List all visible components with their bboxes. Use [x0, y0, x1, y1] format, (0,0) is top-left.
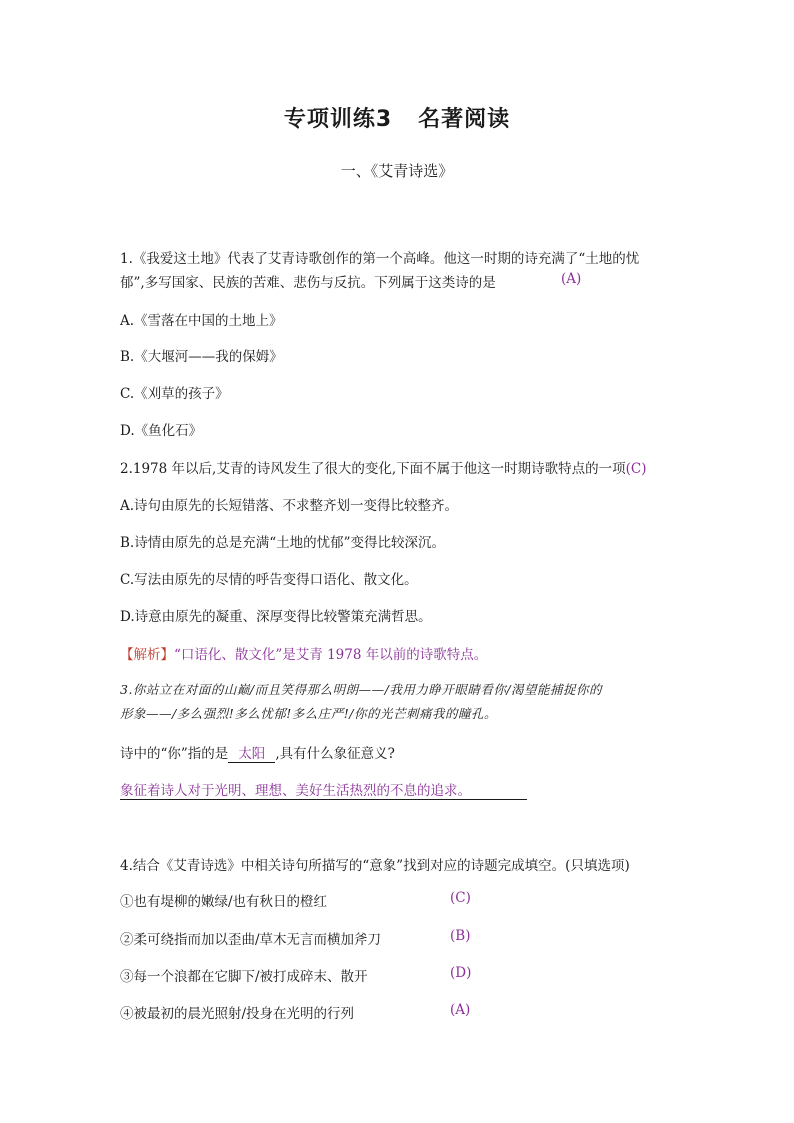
q3-question — [120, 742, 395, 763]
q2-answer: (C) — [625, 461, 647, 477]
q2-stem — [120, 457, 647, 477]
q3-question-suffix: ,具有什么象征意义? — [275, 746, 395, 762]
q1-option-b: B.《大堰河——我的保姆》 — [120, 349, 283, 365]
q3-question-prefix: 诗中的“你”指的是 — [120, 746, 229, 762]
q3-meaning-text: 象征着诗人对于光明、理想、美好生活热烈的不息的追求。 — [120, 779, 527, 800]
q4-item-2-answer: (B) — [450, 928, 471, 944]
q1-option-a: A.《雪落在中国的土地上》 — [120, 313, 283, 329]
analysis-text: “口语化、散文化”是艾青 1978 年以前的诗歌特点。 — [174, 647, 488, 663]
title-part1: 专项训练3 — [283, 107, 393, 132]
q4-item-1: ①也有堤柳的嫩绿/也有秋日的橙红 — [120, 894, 328, 910]
title-part2: 名著阅读 — [418, 107, 511, 132]
q2-stem-text: 2.1978 年以后,艾青的诗风发生了很大的变化,下面不属于他这一时期诗歌特点的一项 — [120, 461, 626, 477]
q4-item-4: ④被最初的晨光照射/投身在光明的行列 — [120, 1006, 355, 1022]
q4-item-1-answer: (C) — [450, 890, 471, 906]
q3-poem-line1: 3.你站立在对面的山巅/而且笑得那么明朗——/我用力睁开眼睛看你/渴望能捕捉你的 — [120, 682, 603, 697]
q2-option-c: C.写法由原先的尽情的呼告变得口语化、散文化。 — [120, 572, 418, 588]
q3-poem-line2: 形象——/多么强烈!多么忧郁!多么庄严!/你的光芒刺痛我的瞳孔。 — [120, 706, 497, 721]
page-title — [0, 102, 794, 133]
q4-stem: 4.结合《艾青诗选》中相关诗句所描写的“意象”找到对应的诗题完成填空。(只填选项) — [120, 858, 630, 874]
q2-analysis — [120, 643, 487, 663]
q2-option-b: B.诗情由原先的总是充满“土地的忧郁”变得比较深沉。 — [120, 535, 446, 551]
q1-stem-line2 — [120, 271, 496, 291]
q4-item-4-answer: (A) — [450, 1002, 471, 1018]
q1-option-d: D.《鱼化石》 — [120, 423, 203, 439]
q4-item-2: ②柔可绕指而加以歪曲/草木无言而横加斧刀 — [120, 932, 382, 948]
q4-item-3-answer: (D) — [450, 965, 472, 981]
q1-option-c: C.《刈草的孩子》 — [120, 386, 229, 402]
q1-stem-text: 郁”,多写国家、民族的苦难、悲伤与反抗。下列属于这类诗的是 — [120, 275, 496, 291]
q2-option-d: D.诗意由原先的凝重、深厚变得比较警策充满哲思。 — [120, 609, 432, 625]
analysis-tag: 【解析】 — [120, 647, 174, 663]
q3-blank-answer: 太阳 — [228, 742, 275, 763]
q1-answer: (A) — [561, 271, 582, 287]
q1-stem-line1: 1.《我爱这土地》代表了艾青诗歌创作的第一个高峰。他这一时期的诗充满了“土地的忧 — [120, 251, 640, 267]
q3-meaning — [120, 779, 527, 800]
section-heading: 一、《艾青诗选》 — [340, 162, 454, 180]
q2-option-a: A.诗句由原先的长短错落、不求整齐划一变得比较整齐。 — [120, 498, 459, 514]
q4-item-3: ③每一个浪都在它脚下/被打成碎末、散开 — [120, 969, 368, 985]
